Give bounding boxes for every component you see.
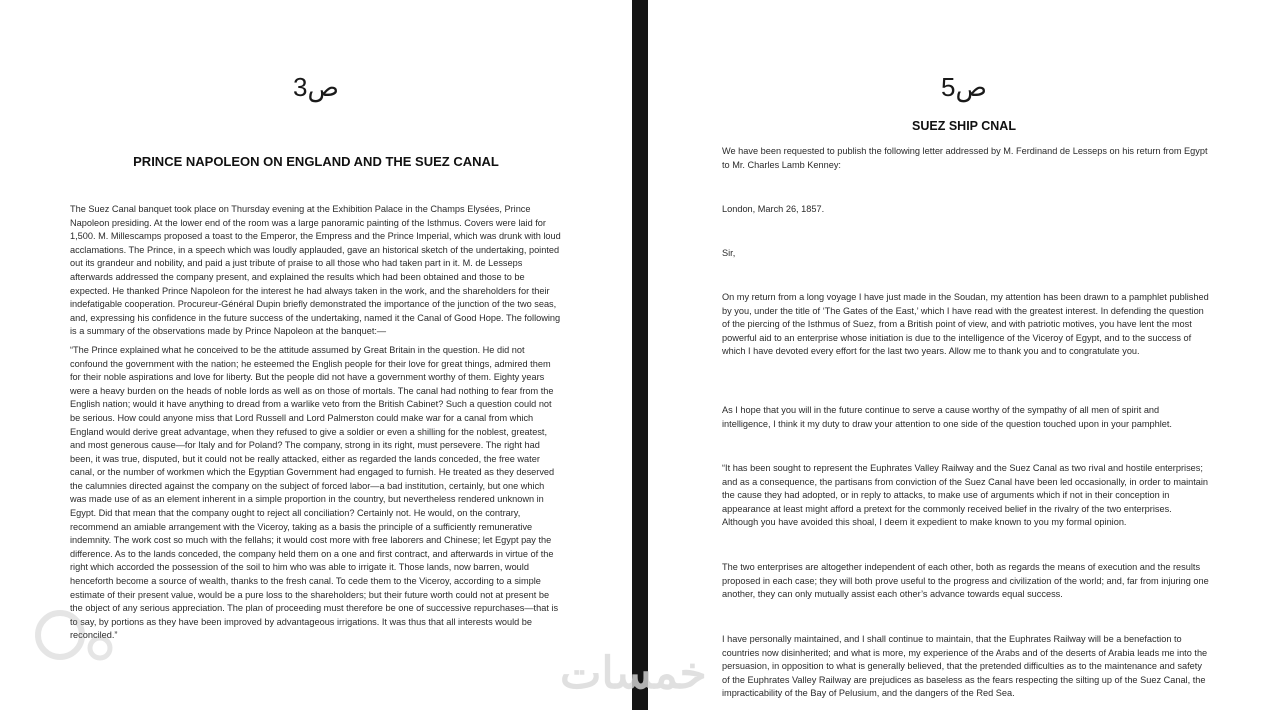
- paragraph: The two enterprises are altogether independent of each other, both as regards the means of execution and the results proposed in each case; they will both prove useful to the progress and civilization of the world; and, far from injuring one another, they can only mutually assist each other’s advance towards equal success.: [722, 562, 1209, 600]
- letter-salutation: Sir,: [722, 248, 736, 258]
- paragraph: We have been requested to publish the following letter addressed by M. Ferdinand de Lesseps on his return from Egypt to Mr. Charles Lamb Kenney:: [722, 146, 1208, 170]
- left-page: [0, 0, 632, 710]
- page-divider: [632, 0, 648, 710]
- page-title: PRINCE NAPOLEON ON ENGLAND AND THE SUEZ CANAL: [133, 154, 499, 169]
- paragraph: “It has been sought to represent the Euphrates Valley Railway and the Suez Canal as two rival and hostile enterprises; and as a consequence, the partisans from conviction of the Suez Canal have been led occasionally, in order to maintain the cause they had adopted, or in reply to attacks, to make use of arguments which if not in their conception in appearance at least might afford a pretext for the commonly received belief in the rivalry of the two enterprises. Although you have avoided this shoal, I deem it expedient to make known to you my formal opinion.: [722, 463, 1209, 528]
- watermark-logo-icon: [30, 600, 120, 670]
- paragraph: “The Prince explained what he conceived to be the attitude assumed by Great Britain in the question. He did not confound the government with the nation; he esteemed the English people for their love for great things, admired them for their noble aspirations and love for liberty. But the people did not have a government worthy of them. Eighty years were a heavy burden on the heads of noble lords as well as on those of mortals. The canal had nothing to fear from the English nation; would it have anything to dread from a warlike veto from the British Cabinet? Such a question could not be serious. How could anyone miss that Lord Russell and Lord Palmerston could make war for a canal from which England would derive great advantage, when they refused to give a soldier or even a shilling for the noblest, greatest, and most generous cause—for Italy and for Poland? The company, strong in its right, must persevere. The right had been, it was true, disputed, but it could not be really attacked, either as regarded the lands conceded, the free water canal, or the number of workmen which the Egyptian Government had engaged to furnish. He treated as they deserved the calumnies directed against the company on the subject of forced labor—a bad institution, certainly, but one which was made use of as an element inherent in a simple proportion in the country, but nevertheless rendered unknown in Egypt. Did that mean that the company ought to reject all conciliation? Certainly not. He would, on the contrary, recommend an amiable arrangement with the Viceroy, taking as a basis the principle of a sufficiently remunerative indemnity. The work cost so much with the fellahs; it would cost more with free laborers and Chinese; let Egypt pay the difference. As to the lands conceded, the company held them on a one and first contract, and afterwards in virtue of the right which accorded the possession of the soil to him who was able to irrigate it. Those lands, now barren, would henceforth become a source of wealth, thanks to the fresh canal. To cede them to the Viceroy, according to a simple estimate of their present value, would be a pure loss to the shareholders; but their future worth could not at present be the object of any serious appreciation. The plan of proceeding must therefore be one of successive repurchases—that is to say, by portions as they have been improved by advantageous irrigations. It was thus that all interests would be reconciled.”: [70, 344, 559, 641]
- watermark-text: خمسات: [560, 649, 707, 698]
- paragraph: I have personally maintained, and I shall continue to maintain, that the Euphrates Railway will be a benefaction to countries now disinherited; and what is more, my experience of the Arabs and of the deserts of Arabia leads me into the persuasion, in opposition to what is generally believed, that the pretended difficulties as to the maintenance and safety of the Euphrates Valley Railway are prejudices as baseless as the fears respecting the silting up of the Suez Canal, the impracticability of the Bay of Pelusium, and the dangers of the Red Sea.: [722, 634, 1208, 699]
- paragraph: As I hope that you will in the future continue to serve a cause worthy of the sympathy of all men of spirit and intelligence, I think it my duty to draw your attention to one side of the question touched upon in your pamphlet.: [722, 405, 1172, 429]
- page-number: ص5: [941, 72, 987, 102]
- letter-date: London, March 26, 1857.: [722, 204, 825, 214]
- page-title: SUEZ SHIP CNAL: [912, 119, 1016, 133]
- right-page: [648, 0, 1280, 710]
- page-number: ص3: [293, 72, 339, 102]
- article-body: [70, 203, 562, 648]
- paragraph: On my return from a long voyage I have just made in the Soudan, my attention has been drawn to a pamphlet published by you, under the title of ‘The Gates of the East,’ which I have read with the greatest interest. In defending the question of the piercing of the Isthmus of Suez, from a British point of view, and with patriotic motives, you have lent the most powerful aid to an enterprise whose initiation is due to the intelligence of the Viceroy of Egypt, and to the success of which I have devoted every effort for the last two years. Allow me to thank you and to congratulate you.: [722, 292, 1209, 357]
- paragraph: The Suez Canal banquet took place on Thursday evening at the Exhibition Palace in the Champs Elysées, Prince Napoleon presiding. At the lower end of the room was a large panoramic painting of the Isthmus. Covers were laid for 1,500. M. Millescamps proposed a toast to the Emperor, the Empress and the Prince Imperial, which was drunk with loud acclamations. The Prince, in a speech which was loudly applauded, gave an historical sketch of the undertaking, pointed out its grandeur and nobility, and paid a just tribute of praise to all those who had taken part in it. M. de Lesseps afterwards addressed the company present, and explained the results which had been obtained and those to be expected. He thanked Prince Napoleon for the interest he had always taken in the work, and the shareholders for their indefatigable cooperation. Procureur-Général Dupin briefly demonstrated the importance of the junction of the two seas, and, expressing his confidence in the future success of the undertaking, named it the Canal of Good Hope. The following is a summary of the observations made by Prince Napoleon at the banquet:—: [70, 204, 561, 337]
